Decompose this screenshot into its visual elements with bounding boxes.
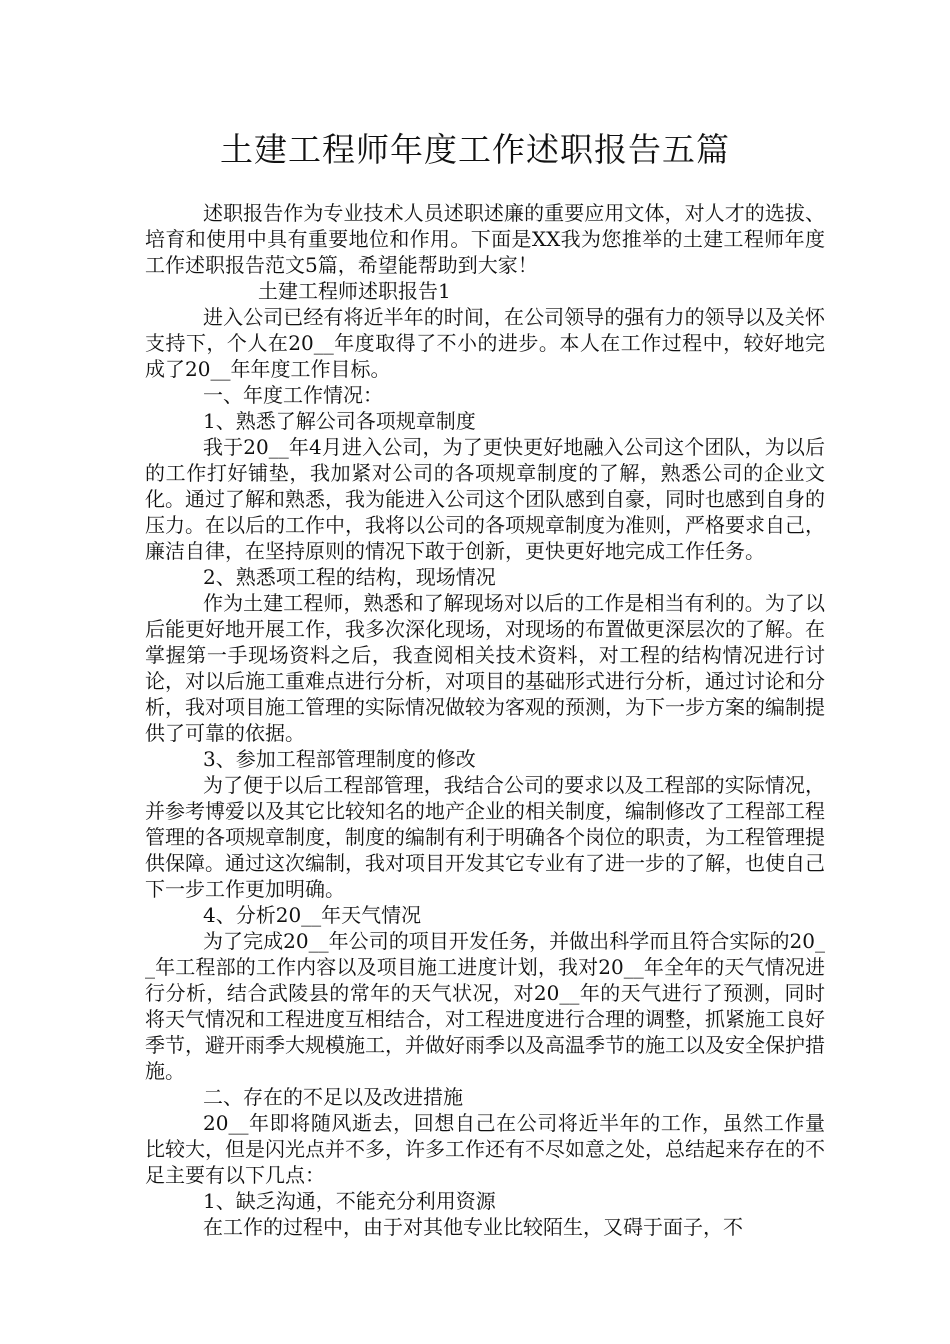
paragraph-rules: 我于20__年4月进入公司，为了更快更好地融入公司这个团队，为以后的工作打好铺垫，我加紧对公司的各项规章制度的了解，熟悉公司的企业文化。通过了解和熟悉，我为能进入公司这个团队感到自豪，同时也感到自身的压力。在以后的工作中，我将以公司的各项规章制度为准则，严格要求自己，廉洁自律，在坚持原则的情况下敢于创新，更快更好地完成工作任务。 [145,435,825,563]
paragraph-shortcomings: 20__年即将随风逝去，回想自己在公司将近半年的工作，虽然工作量比较大，但是闪光点并不多，许多工作还有不尽如意之处，总结起来存在的不足主要有以下几点： [145,1111,825,1187]
paragraph-weather: 为了完成20__年公司的项目开发任务，并做出科学而且符合实际的20__年工程部的工作内容以及项目施工进度计划，我对20__年全年的天气情况进行分析，结合武陵县的常年的天气状况，对20__年的天气进行了预测，同时将天气情况和工程进度互相结合，对工程进度进行合理的调整，抓紧施工良好季节，避开雨季大规模施工，并做好雨季以及高温季节的施工以及安全保护措施。 [145,929,825,1083]
item-heading-structure: 2、熟悉项工程的结构，现场情况 [203,565,496,589]
paragraph-structure: 作为土建工程师，熟悉和了解现场对以后的工作是相当有利的。为了以后能更好地开展工作，我多次深化现场，对现场的布置做更深层次的了解。在掌握第一手现场资料之后，我查阅相关技术资料，对工程的结构情况进行讨论，对以后施工重难点进行分析，对项目的基础形式进行分析，通过讨论和分析，我对项目施工管理的实际情况做较为客观的预测，为下一步方案的编制提供了可靠的依据。 [145,591,825,745]
section-heading-shortcomings: 二、存在的不足以及改进措施 [203,1085,463,1109]
paragraph-opening: 进入公司已经有将近半年的时间，在公司领导的强有力的领导以及关怀支持下，个人在20__年度取得了不小的进步。本人在工作过程中，较好地完成了20__年年度工作目标。 [145,305,825,381]
paragraph-management: 为了便于以后工程部管理，我结合公司的要求以及工程部的实际情况，并参考博爱以及其它比较知名的地产企业的相关制度，编制修改了工程部工程管理的各项规章制度，制度的编制有利于明确各个岗位的职责，为工程管理提供保障。通过这次编制，我对项目开发其它专业有了进一步的了解，也使自己下一步工作更加明确。 [145,773,825,901]
report-title: 土建工程师述职报告1 [258,279,451,303]
intro-paragraph: 述职报告作为专业技术人员述职述廉的重要应用文体，对人才的选拔、培育和使用中具有重要地位和作用。下面是XX我为您推举的土建工程师年度工作述职报告范文5篇，希望能帮助到大家！ [145,201,825,277]
document-title: 土建工程师年度工作述职报告五篇 [220,130,730,169]
item-heading-management: 3、参加工程部管理制度的修改 [203,747,476,771]
section-heading-annual-work: 一、年度工作情况： [203,383,383,407]
paragraph-communication: 在工作的过程中，由于对其他专业比较陌生，又碍于面子，不 [203,1215,743,1239]
item-heading-weather: 4、分析20__年天气情况 [203,903,422,927]
item-heading-communication: 1、缺乏沟通，不能充分利用资源 [203,1189,496,1213]
item-heading-rules: 1、熟悉了解公司各项规章制度 [203,409,476,433]
document-body [145,200,825,1240]
